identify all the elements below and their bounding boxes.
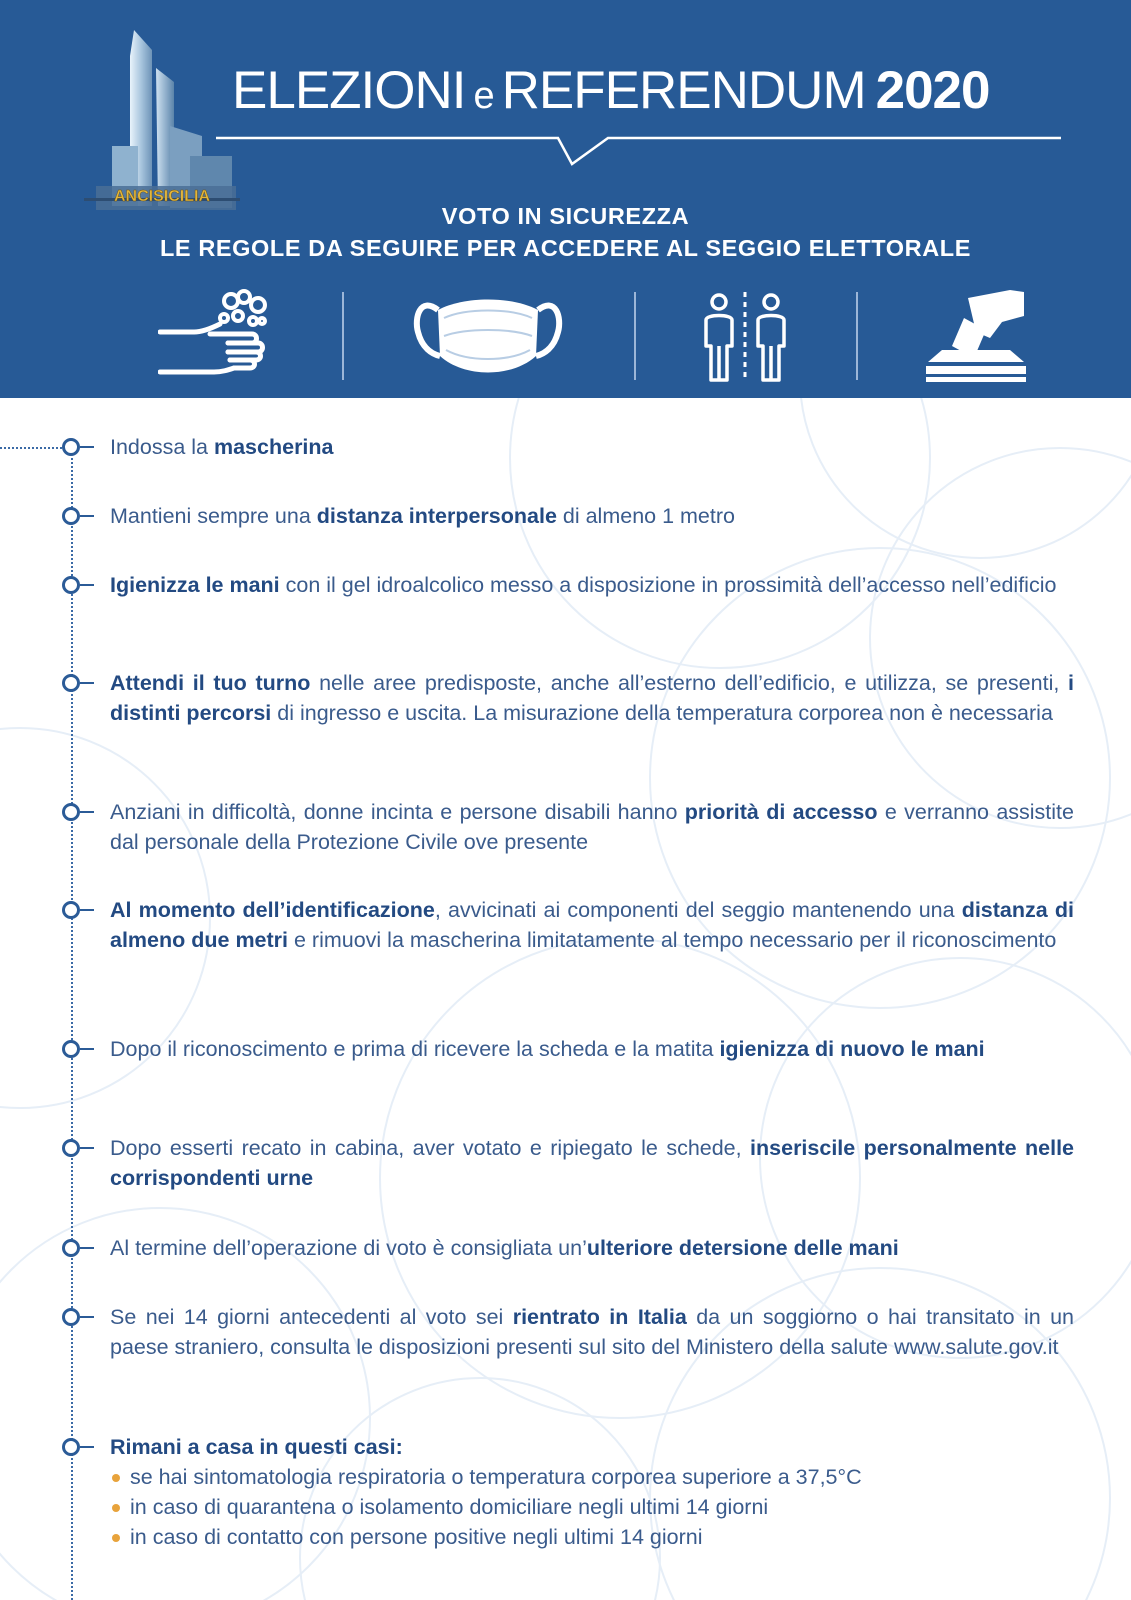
rule-text-run: Dopo esserti recato in cabina, aver votato e ripiegato le schede,: [110, 1136, 751, 1160]
timeline-tick: [80, 1147, 94, 1149]
title-connector: e: [473, 75, 494, 117]
rule-text: [110, 570, 1074, 600]
rule-paragraph: [110, 432, 1074, 462]
timeline-bullet: [62, 674, 80, 692]
rule-paragraph: [110, 1133, 1074, 1193]
rule-text-bold: Attendi il tuo turno: [110, 671, 311, 695]
rule-text-run: Anziani in difficoltà, donne incinta e persone disabili hanno: [110, 800, 685, 824]
rule-text-run: da un soggiorno o hai transitato in un paese straniero, consulta le disposizioni presenti sul sito del Ministero della salute www.salute.gov.it: [110, 1305, 1074, 1359]
rule-text-run: Dopo il riconoscimento e prima di ricevere la scheda e la matita: [110, 1037, 720, 1061]
timeline-tick: [80, 515, 94, 517]
rule-text-run: nelle aree predisposte, anche all’esterno dell’edificio, e utilizza, se presenti,: [310, 671, 1069, 695]
timeline-tick: [80, 1316, 94, 1318]
timeline-tick: [80, 909, 94, 911]
rule-text-run: di ingresso e uscita. La misurazione della temperatura corporea non è necessaria: [271, 701, 1053, 725]
timeline-tick: [80, 1446, 94, 1448]
rule-text-run: con il gel idroalcolico messo a disposizione in prossimità dell’accesso nell’edificio: [279, 573, 1057, 597]
rule-paragraph: [110, 797, 1074, 857]
timeline-bullet: [62, 1239, 80, 1257]
subtitle-line-2: LE REGOLE DA SEGUIRE PER ACCEDERE AL SEGGIO ELETTORALE: [159, 235, 972, 261]
rule-paragraph: [110, 501, 1074, 531]
rule-text: [110, 432, 1074, 462]
stay-home-case-item: in caso di contatto con persone positive negli ultimi 14 giorni: [110, 1522, 1074, 1552]
rule-text-bold: rientrato in Italia: [512, 1305, 687, 1329]
timeline-tick: [80, 682, 94, 684]
social-distance-icon: [700, 288, 790, 384]
rule-paragraph: [110, 1233, 1074, 1263]
title-referendum: REFERENDUM: [501, 61, 866, 120]
timeline-tick: [80, 811, 94, 813]
rule-text-run: di almeno 1 metro: [556, 504, 735, 528]
timeline-tick: [80, 1048, 94, 1050]
rule-text-run: e rimuovi la mascherina limitatamente al tempo necessario per il riconoscimento: [288, 928, 1057, 952]
rule-text-bold: distanza interpersonale: [316, 504, 557, 528]
rule-text: [110, 668, 1074, 728]
rule-text-bold: inseriscile personalmente nelle corrispondenti urne: [110, 1136, 1075, 1190]
rule-text: [110, 797, 1074, 857]
title-elezioni: ELEZIONI: [232, 61, 466, 120]
rule-text: [110, 1432, 1074, 1552]
stay-home-case-item: in caso di quarantena o isolamento domiciliare negli ultimi 14 giorni: [110, 1492, 1074, 1522]
page-title: [232, 60, 1112, 121]
rule-text-bold: Rimani a casa in questi casi:: [110, 1435, 403, 1459]
hand-washing-icon: [158, 288, 274, 384]
ballot-box-icon: [924, 288, 1028, 384]
timeline-bullet: [62, 1040, 80, 1058]
ancisicilia-logo: [82, 26, 242, 218]
subtitle: [0, 200, 1131, 264]
timeline-bullet: [62, 1438, 80, 1456]
rule-paragraph: [110, 1302, 1074, 1362]
header-banner: [0, 0, 1131, 398]
rule-text: [110, 1034, 1074, 1064]
timeline-tick: [80, 446, 94, 448]
timeline-bullet: [62, 507, 80, 525]
rule-text: [110, 1302, 1074, 1362]
timeline-bullet: [62, 576, 80, 594]
timeline-bullet: [62, 901, 80, 919]
rule-text-run: Mantieni sempre una: [110, 504, 317, 528]
rule-paragraph: [110, 895, 1074, 955]
face-mask-icon: [412, 288, 564, 384]
rule-text-bold: ulteriore detersione delle mani: [586, 1236, 899, 1260]
timeline-bullet: [62, 1139, 80, 1157]
rule-text: [110, 895, 1074, 955]
timeline-bullet: [62, 1308, 80, 1326]
rule-text-bold: mascherina: [213, 435, 334, 459]
rule-text-bold: Al momento dell’identificazione: [110, 898, 435, 922]
rule-text-run: Al termine dell’operazione di voto è consigliata un’: [110, 1236, 587, 1260]
subtitle-line-1: VOTO IN SICUREZZA: [441, 203, 690, 229]
rule-paragraph: [110, 1432, 1074, 1462]
rule-text-bold: i distinti percorsi: [110, 671, 1074, 725]
rule-text: [110, 1233, 1074, 1263]
rule-text-run: e verranno assistite dal personale della Protezione Civile ove presente: [110, 800, 1074, 854]
icon-row: [0, 288, 1131, 384]
rule-text-bold: distanza di almeno due metri: [110, 898, 1074, 952]
rule-text-run: Se nei 14 giorni antecedenti al voto sei: [110, 1305, 513, 1329]
timeline-bullet: [62, 803, 80, 821]
icon-separator: [634, 292, 636, 380]
speech-bubble-line: [216, 128, 1061, 168]
rule-text-bold: priorità di accesso: [684, 800, 878, 824]
timeline-bullet: [62, 438, 80, 456]
rule-paragraph: [110, 668, 1074, 728]
rule-text-bold: Igienizza le mani: [110, 573, 280, 597]
icon-separator: [342, 292, 344, 380]
rule-text: [110, 501, 1074, 531]
rule-text: [110, 1133, 1074, 1193]
timeline-dotted-line: [71, 458, 73, 1600]
icon-separator: [856, 292, 858, 380]
timeline-lead-dots: [0, 447, 62, 449]
timeline-tick: [80, 1247, 94, 1249]
stay-home-case-item: se hai sintomatologia respiratoria o temperatura corporea superiore a 37,5°C: [110, 1462, 1074, 1492]
stay-home-cases-list: [110, 1462, 1074, 1552]
title-year: 2020: [875, 61, 990, 120]
rule-text-run: , avvicinati ai componenti del seggio mantenendo una: [434, 898, 962, 922]
rule-text-bold: igienizza di nuovo le mani: [719, 1037, 985, 1061]
rule-text-run: Indossa la: [110, 435, 214, 459]
rule-paragraph: [110, 570, 1074, 600]
rule-paragraph: [110, 1034, 1074, 1064]
timeline-tick: [80, 584, 94, 586]
logo-text: ANCISICILIA: [114, 188, 210, 205]
